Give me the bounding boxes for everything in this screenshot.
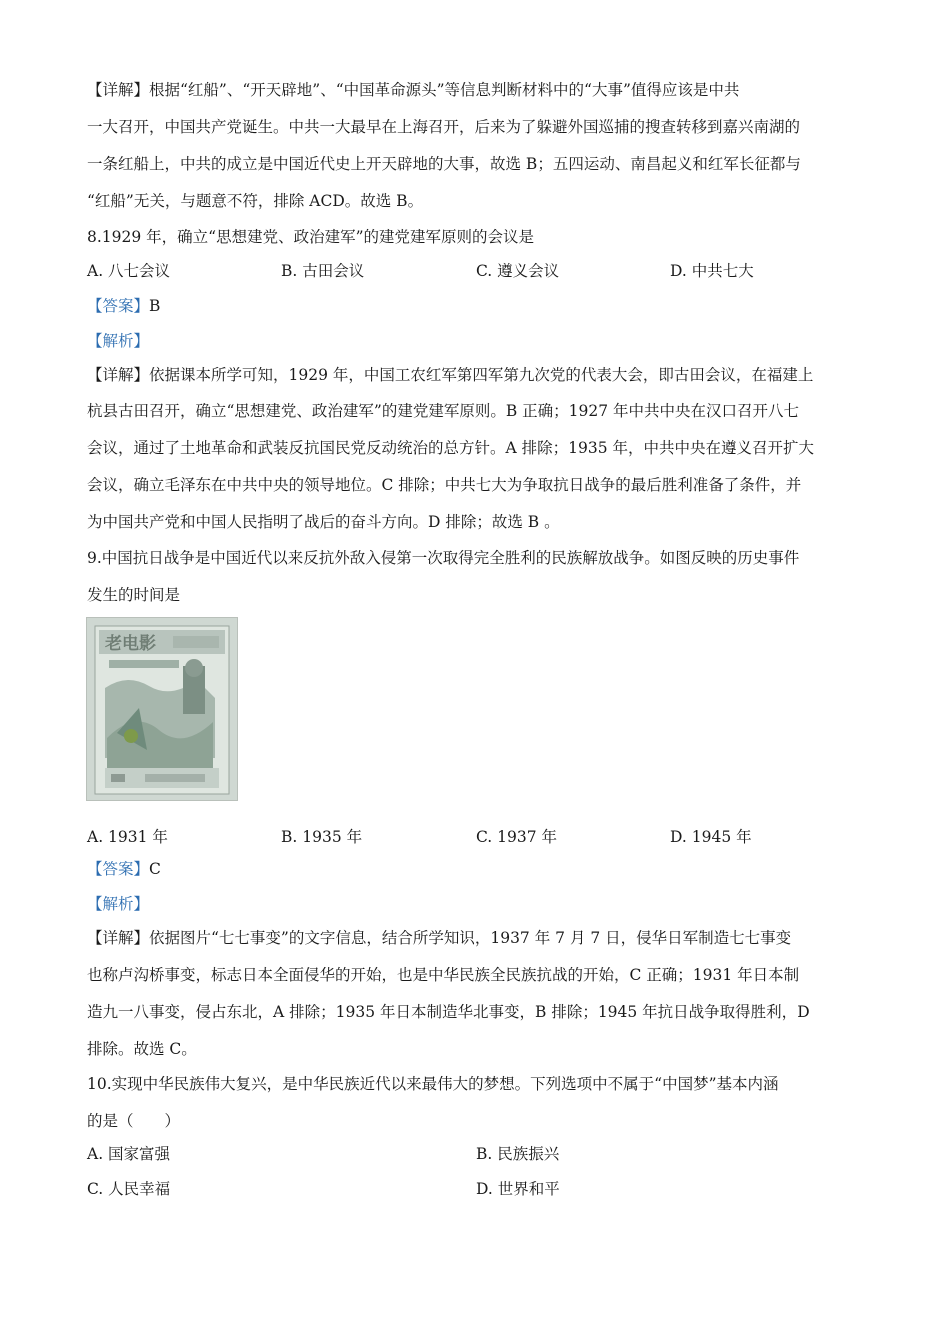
answer-8-value: B <box>149 297 161 315</box>
question-10-option-c: C. 人民幸福 <box>87 1180 171 1198</box>
question-9-stem-line-1: 9.中国抗日战争是中国近代以来反抗外敌入侵第一次取得完全胜利的民族解放战争。如图反映的历史事件 <box>87 549 800 567</box>
question-9-stem-line-2: 发生的时间是 <box>87 586 181 604</box>
explanation-9-line-1: 【详解】依据图片“七七事变”的文字信息，结合所学知识，1937 年 7 月 7 日，侵华日军制造七七事变 <box>87 929 792 947</box>
question-10-option-d: D. 世界和平 <box>476 1180 560 1198</box>
question-8-option-a: A. 八七会议 <box>87 262 171 280</box>
answer-8-label: 【答案】 <box>87 297 150 315</box>
explanation-8-line-3: 会议，通过了土地革命和武装反抗国民党反动统治的总方针。A 排除；1935 年，中共中央在遵义召开扩大 <box>87 439 814 457</box>
explanation-9-line-4: 排除。故选 C。 <box>87 1040 197 1058</box>
question-8-option-b: B. 古田会议 <box>281 262 365 280</box>
answer-8 <box>87 295 867 317</box>
explanation-7-line-4: “红船”无关，与题意不符，排除 ACD。故选 B。 <box>87 192 424 210</box>
explanation-9-line-2: 也称卢沟桥事变，标志日本全面侵华的开始，也是中华民族全民族抗战的开始，C 正确；1931 年日本制 <box>87 966 800 984</box>
movie-poster-illustration <box>87 618 237 800</box>
answer-9-value: C <box>149 860 161 878</box>
question-9-option-c: C. 1937 年 <box>476 828 558 846</box>
explanation-8-line-2: 杭县古田召开，确立“思想建党、政治建军”的建党建军原则。B 正确；1927 年中共中央在汉口召开八七 <box>87 402 800 420</box>
question-10-stem-line-2: 的是（ ） <box>87 1112 181 1130</box>
question-10-option-b: B. 民族振兴 <box>476 1145 560 1163</box>
explanation-8-line-4: 会议，确立毛泽东在中共中央的领导地位。C 排除；中共七大为争取抗日战争的最后胜利准备了条件，并 <box>87 476 802 494</box>
question-8-option-c: C. 遵义会议 <box>476 262 560 280</box>
explanation-8-line-5: 为中国共产党和中国人民指明了战后的奋斗方向。D 排除；故选 B 。 <box>87 513 560 531</box>
analysis-8-label: 【解析】 <box>87 332 150 350</box>
poster-title: 老电影 <box>105 634 156 654</box>
question-9-option-a: A. 1931 年 <box>87 828 168 846</box>
explanation-9-line-3: 造九一八事变，侵占东北，A 排除；1935 年日本制造华北事变，B 排除；1945 年抗日战争取得胜利，D <box>87 1003 810 1021</box>
explanation-7-line-3: 一条红船上，中共的成立是中国近代史上开天辟地的大事，故选 B；五四运动、南昌起义和红军长征都与 <box>87 155 801 173</box>
explanation-7-line-1: 【详解】根据“红船”、“开天辟地”、“中国革命源头”等信息判断材料中的“大事”值得应该是中共 <box>87 81 740 99</box>
question-8-option-d: D. 中共七大 <box>670 262 754 280</box>
explanation-7-line-2: 一大召开，中国共产党诞生。中共一大最早在上海召开，后来为了躲避外国巡捕的搜查转移到嘉兴南湖的 <box>87 118 801 136</box>
analysis-9-label: 【解析】 <box>87 895 150 913</box>
question-10-option-a: A. 国家富强 <box>87 1145 171 1163</box>
question-9-option-d: D. 1945 年 <box>670 828 752 846</box>
answer-9 <box>87 858 867 880</box>
answer-9-label: 【答案】 <box>87 860 150 878</box>
question-10-stem-line-1: 10.实现中华民族伟大复兴，是中华民族近代以来最伟大的梦想。下列选项中不属于“中国梦”基本内涵 <box>87 1075 779 1093</box>
movie-poster-image <box>86 617 238 801</box>
question-8-stem: 8.1929 年，确立“思想建党、政治建军”的建党建军原则的会议是 <box>87 228 535 246</box>
explanation-8-line-1: 【详解】依据课本所学可知，1929 年，中国工农红军第四军第九次党的代表大会，即古田会议，在福建上 <box>87 366 814 384</box>
question-9-option-b: B. 1935 年 <box>281 828 363 846</box>
